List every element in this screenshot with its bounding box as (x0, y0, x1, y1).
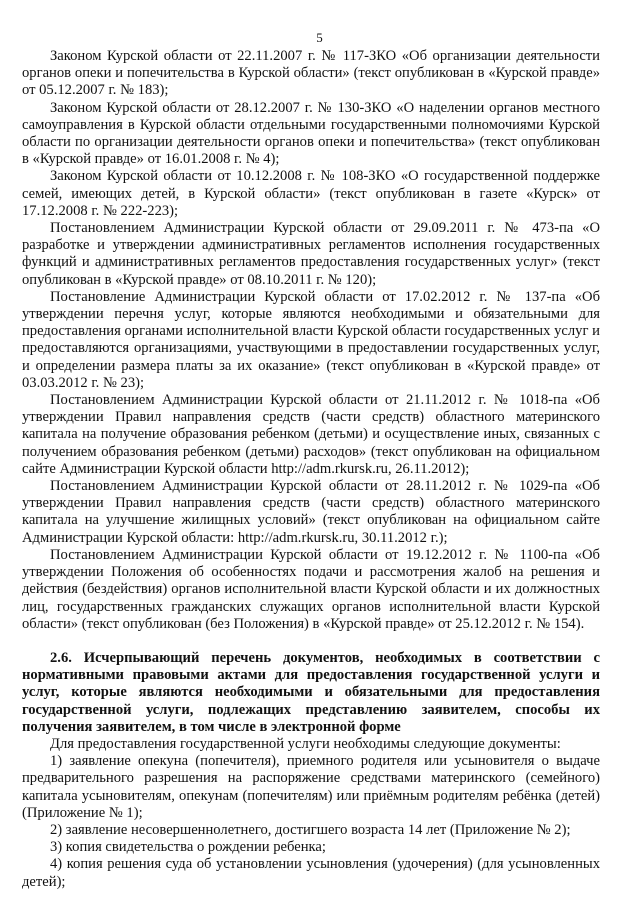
list-item: 3) копия свидетельства о рождении ребенка; (50, 839, 326, 856)
section-intro: Для предоставления государственной услуги необходимы следующие документы: (50, 735, 561, 752)
paragraph-resolution-1018: Постановлением Администрации Курской области от 21.11.2012 г. № 1018-па «Об утверждении Правил направления средств (части средств) областного материнского капитала на получение образования ребенком (детьми) и осуществление иных, связанных с получением образования ребенком (детьми) расходов» (текст опубликован на официальном сайте Администрации Курской области http://adm.rkursk.ru, 26.11.2012); (22, 392, 600, 477)
paragraph-resolution-1100: Постановлением Администрации Курской области от 19.12.2012 г. № 1100-па «Об утверждении Положения об особенностях подачи и рассмотрения жалоб на решения и действия (бездействия) органов исполнительной власти Курской области и их должностных лиц, государственных гражданских служащих органов исполнительной власти Курской области» (текст опубликован (без Положения) в «Курской правде» от 25.12.2012 г. № 154). (22, 546, 600, 632)
list-item: 2) заявление несовершеннолетнего, достигшего возраста 14 лет (Приложение № 2); (50, 821, 571, 838)
paragraph-resolution-137: Постановление Администрации Курской области от 17.02.2012 г. № 137-па «Об утверждении перечня услуг, которые являются необходимыми и обязательными для предоставления органами исполнительной власти Курской области государственных услуг и предоставляются организациями, участвующими в предоставлении государственных услуг, и определении размера платы за их оказание» (текст опубликован в «Курской правде» от 03.03.2012 г. № 23); (22, 288, 600, 391)
paragraph-law-117: Законом Курской области от 22.11.2007 г. № 117-ЗКО «Об организации деятельности органов опеки и попечительства в Курской области» (текст опубликован в «Курской правде» от 05.12.2007 г. № 183); (22, 48, 600, 99)
paragraph-resolution-1029: Постановлением Администрации Курской области от 28.11.2012 г. № 1029-па «Об утверждении Правил направления средств (части средств) областного материнского капитала на улучшение жилищных условий» (текст опубликован на официальном сайте Администрации Курской области: http://adm.rkursk.ru, 30.11.2012 г.); (22, 478, 600, 546)
list-item: 4) копия решения суда об установлении усыновления (удочерения) (для усыновленных детей); (22, 856, 600, 890)
section-heading: 2.6. Исчерпывающий перечень документов, необходимых в соответствии с нормативными правовыми актами для предоставления государственной услуги и услуг, которые являются необходимыми и обязательными для предоставления государственной услуги, подлежащих представлению заявителем, способы их получения заявителем, в том числе в электронной форме (22, 649, 600, 735)
paragraph-resolution-473: Постановлением Администрации Курской области от 29.09.2011 г. № 473-па «О разработке и утверждении административных регламентов исполнения государственных функций и административных регламентов предоставления государственных услуг» (текст опубликован в «Курской правде» от 08.10.2011 г. № 120); (22, 220, 600, 288)
list-item: 1) заявление опекуна (попечителя), приемного родителя или усыновителя о выдаче предварительного разрешения на распоряжение средствами материнского (семейного) капитала усыновителям, опекунам (попечителям) или приёмным родителям ребёнка (детей) (Приложение № 1); (22, 753, 600, 821)
paragraph-law-108: Законом Курской области от 10.12.2008 г. № 108-ЗКО «О государственной поддержке семей, имеющих детей, в Курской области» (текст опубликован в газете «Курск» от 17.12.2008 г. № 222-223); (22, 168, 600, 219)
page-number: 5 (316, 30, 323, 45)
section-spacer (22, 633, 600, 650)
document-body (22, 48, 600, 891)
paragraph-law-130: Законом Курской области от 28.12.2007 г. № 130-ЗКО «О наделении органов местного самоуправления в Курской области отдельными государственными полномочиями Курской области по организации деятельности органов опеки и попечительства» (текст опубликован в «Курской правде» от 16.01.2008 г. № 4); (22, 99, 600, 168)
